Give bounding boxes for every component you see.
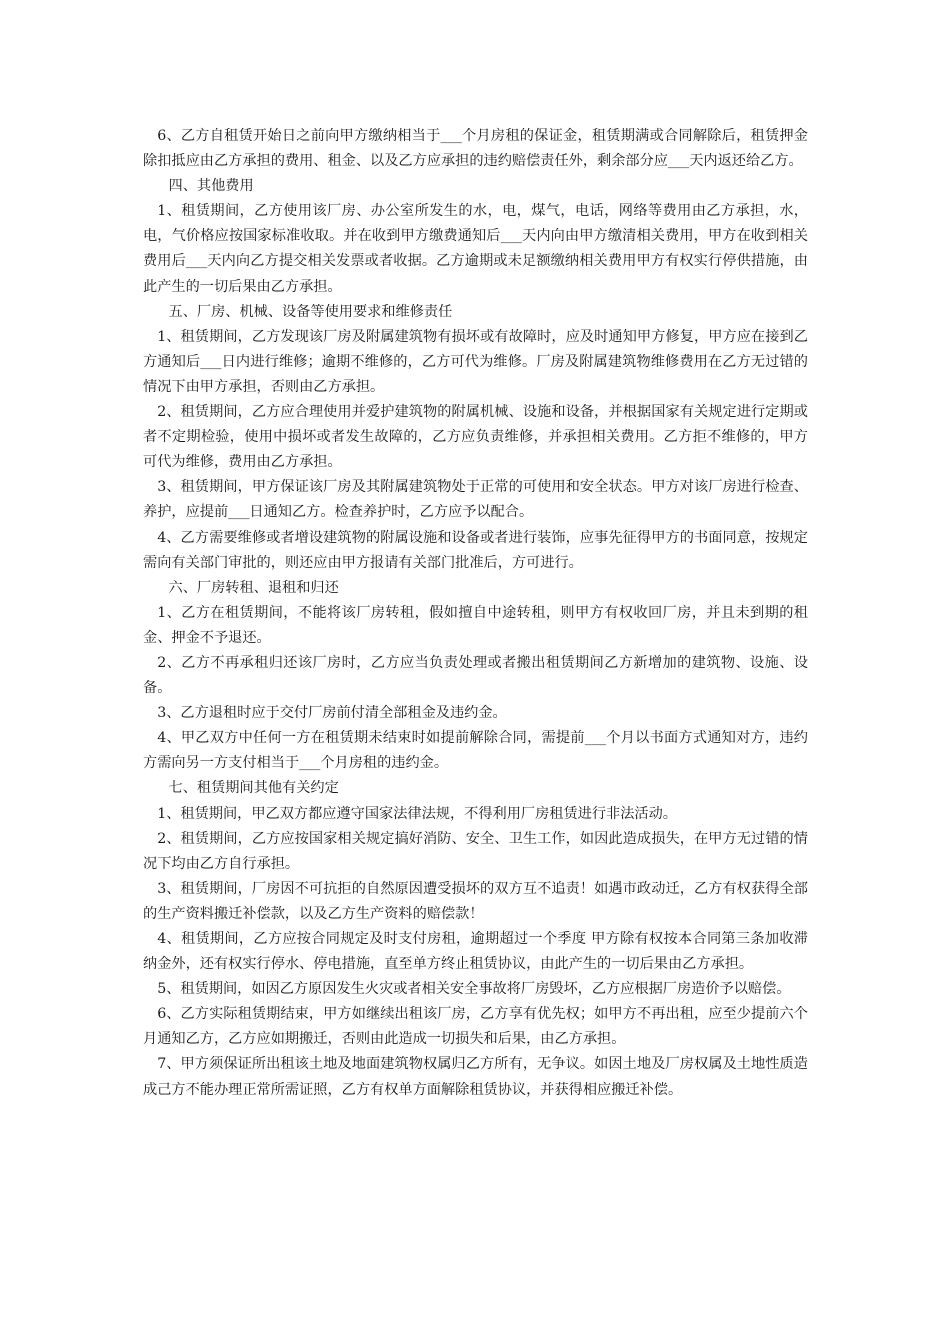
section-heading-sublease: 六、厂房转租、退租和归还: [168, 579, 339, 596]
paragraph-terms-1: 1、租赁期间，甲乙双方都应遵守国家法律法规，不得利用厂房租赁进行非法活动。: [157, 805, 677, 822]
paragraph-sublease-1: 1、乙方在租赁期间，不能将该厂房转租，假如擅自中途转租，则甲方有权收回厂房，并且未到期的租金、押金不予退还。: [143, 604, 808, 646]
paragraph-deposit: 6、乙方自租赁开始日之前向甲方缴纳相当于___个月房租的保证金，租赁期满或合同解除后，租赁押金除扣抵应由乙方承担的费用、租金、以及乙方应承担的违约赔偿责任外，剩余部分应___天内返还给乙方。: [143, 128, 808, 170]
section-heading-other-terms: 七、租赁期间其他有关约定: [168, 780, 339, 797]
paragraph-maintenance-3: 3、租赁期间，甲方保证该厂房及其附属建筑物处于正常的可使用和安全状态。甲方对该厂房进行检查、养护，应提前___日通知乙方。检查养护时，乙方应予以配合。: [143, 479, 808, 521]
paragraph-terms-6: 6、乙方实际租赁期结束，甲方如继续出租该厂房，乙方享有优先权；如甲方不再出租，应至少提前六个月通知乙方，乙方应如期搬迁，否则由此造成一切损失和后果，由乙方承担。: [143, 1006, 808, 1048]
section-heading-other-fees: 四、其他费用: [168, 178, 254, 195]
paragraph-sublease-2: 2、乙方不再承租归还该厂房时，乙方应当负责处理或者搬出租赁期间乙方新增加的建筑物、设施、设备。: [143, 654, 808, 697]
paragraph-maintenance-1: 1、租赁期间，乙方发现该厂房及附属建筑物有损坏或有故障时，应及时通知甲方修复，甲方应在接到乙方通知后___日内进行维修；逾期不维修的，乙方可代为维修。厂房及附属建筑物维修费用在乙方无过错的情况下由甲方承担，否则由乙方承担。: [143, 328, 808, 395]
paragraph-terms-5: 5、租赁期间，如因乙方原因发生火灾或者相关安全事故将厂房毁坏，乙方应根据厂房造价予以赔偿。: [157, 981, 791, 998]
paragraph-sublease-4: 4、甲乙双方中任何一方在租赁期未结束时如提前解除合同，需提前___个月以书面方式通知对方，违约方需向另一方支付相当于___个月房租的违约金。: [143, 730, 808, 772]
paragraph-maintenance-2: 2、租赁期间，乙方应合理使用并爱护建筑物的附属机械、设施和设备，并根据国家有关规定进行定期或者不定期检验，使用中损坏或者发生故障的，乙方应负责维修，并承担相关费用。乙方拒不维修的，甲方可代为维修，费用由乙方承担。: [143, 404, 808, 471]
paragraph-terms-4: 4、租赁期间，乙方应按合同规定及时支付房租，逾期超过一个季度 甲方除有权按本合同第三条加收滞纳金外，还有权实行停水、停电措施，直至单方终止租赁协议，由此产生的一切后果由乙方承担。: [143, 931, 808, 973]
paragraph-terms-2: 2、租赁期间，乙方应按国家相关规定搞好消防、安全、卫生工作，如因此造成损失，在甲方无过错的情况下均由乙方自行承担。: [143, 830, 808, 872]
paragraph-sublease-3: 3、乙方退租时应于交付厂房前付清全部租金及违约金。: [157, 705, 507, 722]
paragraph-terms-3: 3、租赁期间，厂房因不可抗拒的自然原因遭受损坏的双方互不追责！如遇市政动迁，乙方有权获得全部的生产资料搬迁补偿款，以及乙方生产资料的赔偿款！: [143, 880, 808, 922]
document-body: [143, 124, 808, 1103]
section-heading-maintenance: 五、厂房、机械、设备等使用要求和维修责任: [168, 303, 453, 320]
paragraph-maintenance-4: 4、乙方需要维修或者增设建筑物的附属设施和设备或者进行装饰，应事先征得甲方的书面同意，按规定需向有关部门审批的，则还应由甲方报请有关部门批准后，方可进行。: [143, 529, 808, 571]
paragraph-utilities: 1、租赁期间，乙方使用该厂房、办公室所发生的水，电，煤气，电话，网络等费用由乙方承担，水，电，气价格应按国家标准收取。并在收到甲方缴费通知后___天内向由甲方缴清相关费用，甲方在收到相关费用后___天内向乙方提交相关发票或者收据。乙方逾期或未足额缴纳相关费用甲方有权实行停供措施，由此产生的一切后果由乙方承担。: [143, 203, 808, 295]
paragraph-terms-7: 7、甲方须保证所出租该土地及地面建筑物权属归乙方所有，无争议。如因土地及厂房权属及土地性质造成己方不能办理正常所需证照，乙方有权单方面解除租赁协议，并获得相应搬迁补偿。: [143, 1056, 808, 1098]
